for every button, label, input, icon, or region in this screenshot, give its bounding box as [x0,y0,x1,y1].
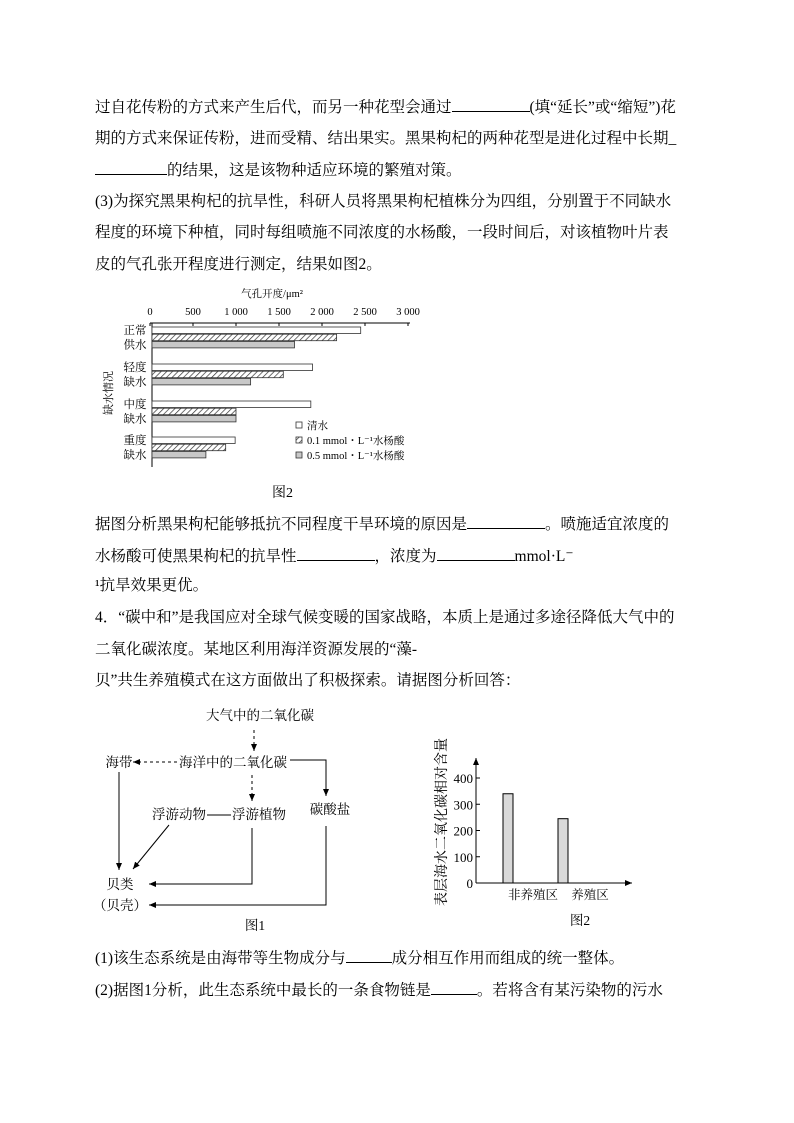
x-tick-label: 0 [147,307,153,318]
node-kelp: 海带 [105,755,133,770]
category-label: 缺水 [123,449,147,462]
chart2-y-tick-label: 200 [453,823,473,839]
x-tick-label: 1 000 [224,307,248,318]
text-segment: mmol·L⁻ [514,548,574,565]
node-shell: （贝壳） [93,898,147,913]
text-segment: 贝”共生养殖模式在这方面做出了积极探索。请据图分析回答： [95,672,521,689]
arrow-phyto-shellfish [149,828,252,884]
chart2-y-tick-label: 0 [466,876,473,891]
node-phytoplankton: 浮游植物 [232,807,286,822]
text-segment: 过自花传粉的方式来产生后代，而另一种花型会通过 [95,99,452,116]
category-label: 轻度 [123,362,147,374]
text-segment: (3)为探究黑果枸杞的抗旱性，科研人员将黑果枸杞植株分为四组，分别置于不同缺水 [95,193,672,210]
node-atmosphere-co2: 大气中的二氧化碳 [206,708,314,723]
text-segment: 程度的环境下种植，同时每组喷施不同浓度的水杨酸，一段时间后，对该植物叶片表 [95,224,669,241]
chart2-y-tick-label: 300 [453,797,473,813]
x-tick-label: 1 500 [267,307,291,318]
diagram-caption: 图1 [244,918,266,933]
chart2-x-label: 养殖区 [571,888,609,902]
node-carbonate: 碳酸盐 [309,802,351,817]
chart2-y-label: 表层海水二氧化碳相对含量 [435,738,450,906]
category-label: 缺水 [123,413,147,426]
category-label: 缺水 [123,376,147,389]
text-segment: 。若将含有某污染物的污水 [476,982,663,999]
text-segment: (填“延长”或“缩短”)花 [529,99,676,116]
category-label: 正常 [123,325,147,337]
legend-label: 清水 [307,421,328,432]
category-label: 中度 [123,399,147,411]
chart2-caption: 图2 [569,913,591,928]
text-segment: 据图分析黑果枸杞能够抵抗不同程度干旱环境的原因是 [95,516,468,533]
category-label: 重度 [123,435,147,447]
text-segment: 。喷施适宜浓度的 [545,516,670,533]
legend-label: 0.5 mmol・L⁻¹水杨酸 [307,451,405,462]
legend-label: 0.1 mmol・L⁻¹水杨酸 [307,436,405,447]
text-segment: ¹抗旱效果更优。 [95,577,209,594]
text-segment: 成分相互作用而组成的统一整体。 [391,950,625,967]
y-axis-label: 缺水情况 [103,371,115,415]
x-tick-label: 2 000 [310,307,334,318]
arrow-ocean-carbonate [290,760,326,796]
chart2-y-tick-label: 100 [453,849,473,865]
arrow-carbonate-shell [149,826,326,905]
text-segment: (2)据图1分析，此生态系统中最长的一条食物链是 [95,982,431,999]
text-segment: 期的方式来保证传粉，进而受精、结出果实。黑果枸杞的两种花型是进化过程中长期_ [95,130,677,147]
node-zooplankton: 浮游动物 [152,807,206,822]
x-axis-label: 气孔开度/μm² [241,289,303,300]
chart2-bar-0 [503,794,513,883]
x-tick-label: 2 500 [353,307,377,318]
text-segment: 的结果，这是该物种适应环境的繁殖对策。 [167,162,462,179]
chart2-x-label: 非养殖区 [507,888,559,902]
chart2-y-tick-label: 400 [453,771,473,786]
text-segment: ，浓度为 [374,548,437,565]
node-ocean-co2: 海洋中的二氧化碳 [179,755,287,770]
text-segment: 水杨酸可使黑果枸杞的抗旱性 [95,548,297,565]
chart1-caption: 图2 [272,486,293,501]
arrow-zoo-shellfish [133,825,169,869]
chart2-bar-1 [558,819,568,883]
text-segment: 4．“碳中和”是我国应对全球气候变暖的国家战略，本质上是通过多途径降低大气中的 [95,609,675,626]
x-tick-label: 500 [185,307,201,318]
x-tick-label: 3 000 [396,307,420,318]
node-shellfish: 贝类 [106,877,134,892]
category-label: 供水 [123,339,147,352]
text-segment: 皮的气孔张开程度进行测定，结果如图2。 [95,256,382,273]
text-segment: (1)该生态系统是由海带等生物成分与 [95,950,346,967]
text-segment: 二氧化碳浓度。某地区利用海洋资源发展的“藻- [95,641,418,658]
